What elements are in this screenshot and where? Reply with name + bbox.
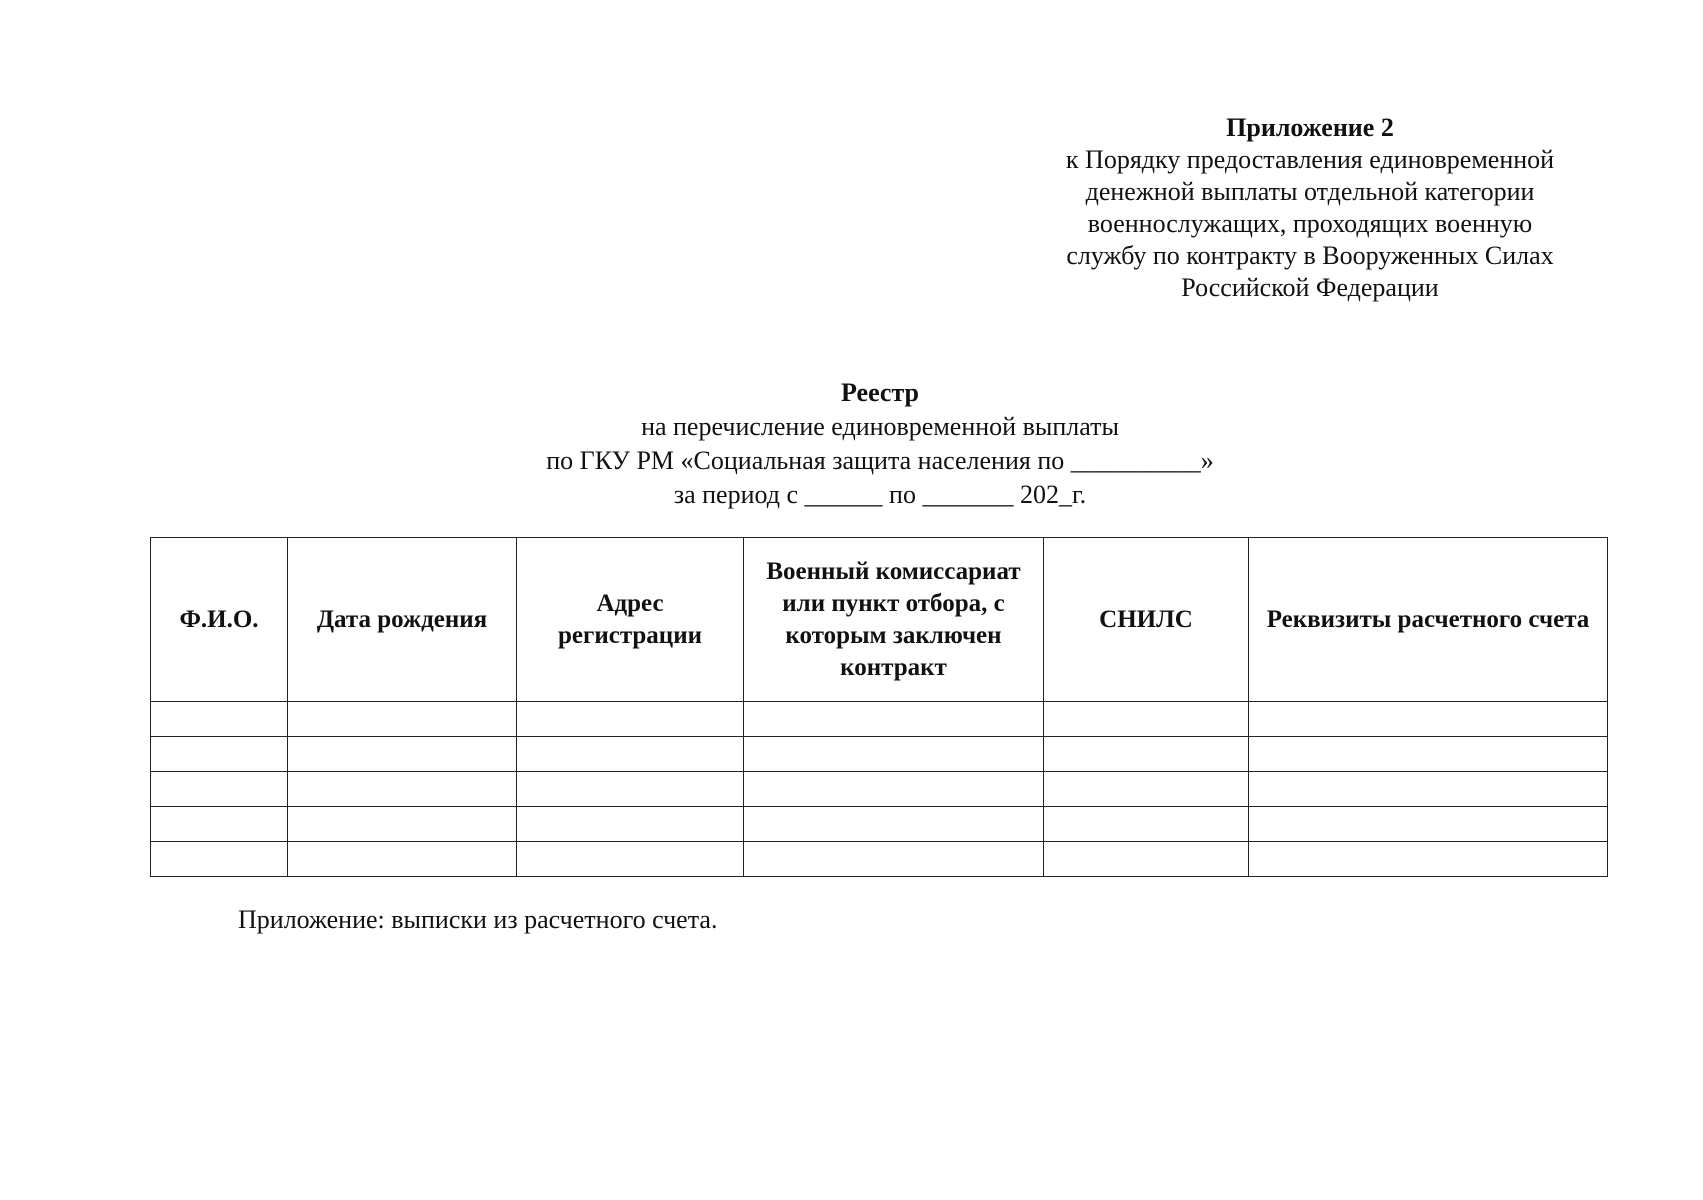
annex-line: Российской Федерации bbox=[1181, 273, 1439, 302]
annex-title: Приложение 2 bbox=[1226, 113, 1394, 142]
table-cell bbox=[517, 702, 744, 737]
table-cell bbox=[1044, 702, 1249, 737]
table-cell bbox=[288, 842, 517, 877]
table-cell bbox=[288, 772, 517, 807]
annex-line: к Порядку предоставления единовременной bbox=[1065, 145, 1555, 174]
table-cell bbox=[1249, 807, 1608, 842]
column-header-address: Адрес регистрации bbox=[517, 538, 744, 702]
annex-line: службу по контракту в Вооруженных Силах bbox=[1066, 241, 1554, 270]
registry-header bbox=[440, 376, 1320, 512]
registry-period: за период с ______ по _______ 202_г. bbox=[673, 480, 1087, 509]
column-header-military-commissariat: Военный комиссариат или пункт отбора, с которым заключен контракт bbox=[744, 538, 1044, 702]
table-cell bbox=[1044, 842, 1249, 877]
table-cell bbox=[1249, 737, 1608, 772]
table-cell bbox=[1249, 842, 1608, 877]
column-header-birth-date: Дата рождения bbox=[288, 538, 517, 702]
table-row bbox=[151, 842, 1608, 877]
table-cell bbox=[744, 807, 1044, 842]
table-row bbox=[151, 772, 1608, 807]
table-cell bbox=[1044, 737, 1249, 772]
table-cell bbox=[1249, 702, 1608, 737]
column-header-fio: Ф.И.О. bbox=[151, 538, 288, 702]
column-header-bank-details: Реквизиты расчетного счета bbox=[1249, 538, 1608, 702]
table-cell bbox=[1044, 772, 1249, 807]
annex-header bbox=[1010, 112, 1610, 304]
registry-title: Реестр bbox=[840, 378, 920, 407]
attachment-note: Приложение: выписки из расчетного счета. bbox=[238, 905, 718, 934]
annex-line: военнослужащих, проходящих военную bbox=[1087, 209, 1533, 238]
registry-subtitle: на перечисление единовременной выплаты bbox=[641, 412, 1119, 441]
table-cell bbox=[151, 702, 288, 737]
table-cell bbox=[288, 702, 517, 737]
table-cell bbox=[517, 737, 744, 772]
registry-table bbox=[150, 537, 1608, 877]
table-cell bbox=[517, 772, 744, 807]
table-cell bbox=[744, 702, 1044, 737]
table-row bbox=[151, 737, 1608, 772]
table-cell bbox=[151, 737, 288, 772]
table-cell bbox=[151, 772, 288, 807]
table-cell bbox=[744, 737, 1044, 772]
table-cell bbox=[1044, 807, 1249, 842]
table-cell bbox=[288, 737, 517, 772]
table-header-row bbox=[151, 538, 1608, 702]
table-cell bbox=[744, 772, 1044, 807]
registry-organization: по ГКУ РМ «Социальная защита населения по __________» bbox=[546, 446, 1214, 475]
table-cell bbox=[288, 807, 517, 842]
table-cell bbox=[517, 807, 744, 842]
table-cell bbox=[517, 842, 744, 877]
table-cell bbox=[151, 807, 288, 842]
table-cell bbox=[1249, 772, 1608, 807]
table-row bbox=[151, 807, 1608, 842]
table-cell bbox=[744, 842, 1044, 877]
table-row bbox=[151, 702, 1608, 737]
column-header-snils: СНИЛС bbox=[1044, 538, 1249, 702]
annex-line: денежной выплаты отдельной категории bbox=[1085, 177, 1535, 206]
table-cell bbox=[151, 842, 288, 877]
